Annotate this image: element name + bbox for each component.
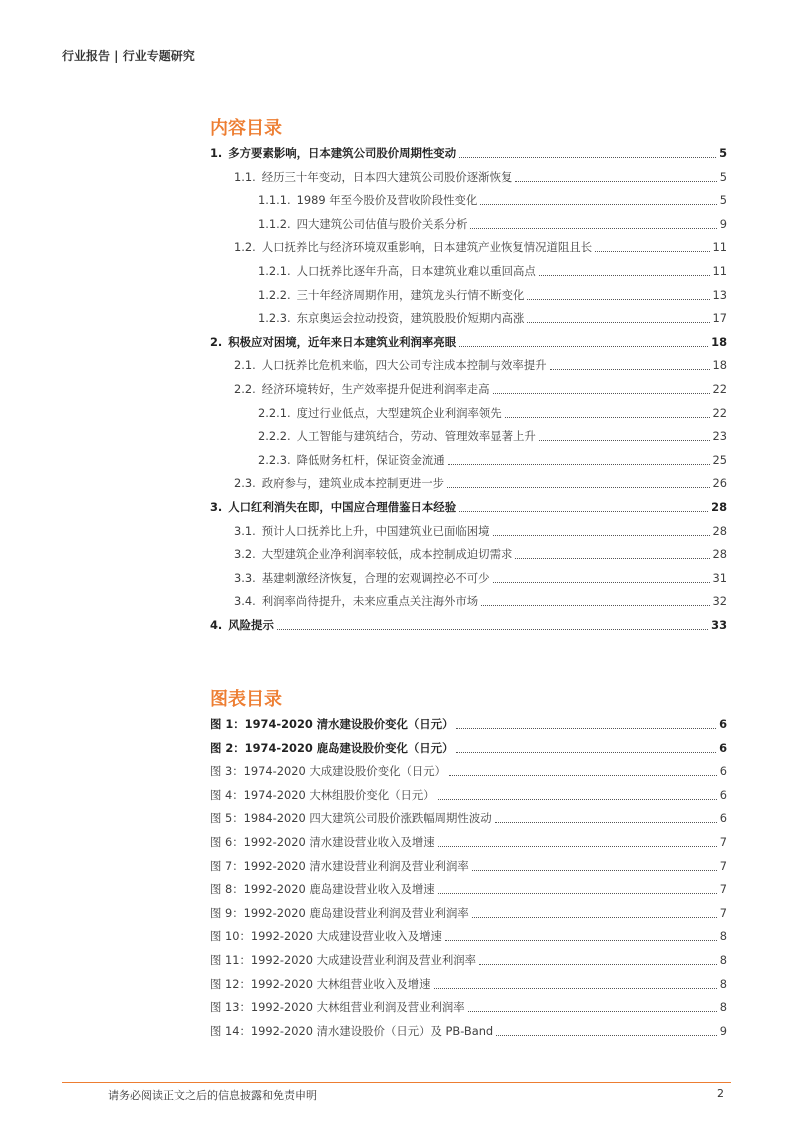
dot-leader — [539, 440, 710, 441]
figure-entry-title: 图 2：1974-2020 鹿岛建设股价变化（日元） — [210, 740, 454, 755]
toc-entry-title: 大型建筑企业净利润率较低，成本控制成迫切需求 — [261, 547, 513, 562]
figure-entry-page: 8 — [719, 976, 727, 991]
figure-entry-page: 8 — [719, 953, 727, 967]
dot-leader — [515, 181, 716, 182]
toc-entry-number: 2.2.2. — [258, 429, 291, 444]
figure-entry-page: 6 — [719, 811, 727, 826]
toc-entry-number: 1.2. — [234, 240, 256, 255]
toc-entry[interactable] — [234, 356, 727, 374]
dot-leader — [456, 728, 716, 729]
footer-divider — [62, 1082, 731, 1083]
figure-entry-title: 图 12：1992-2020 大林组营业收入及增速 — [210, 976, 431, 991]
figure-entry-page: 6 — [719, 717, 727, 731]
toc-entry-number: 2.2.1. — [258, 405, 291, 420]
toc-entry-title: 风险提示 — [228, 618, 274, 632]
figure-entry-title: 图 14：1992-2020 清水建设股价（日元）及 PB-Band — [210, 1023, 494, 1038]
toc-entry-number: 3.3. — [234, 570, 256, 585]
figure-entry-page: 7 — [719, 858, 727, 873]
dot-leader — [595, 251, 709, 252]
toc-entry[interactable] — [234, 380, 727, 398]
toc-entry[interactable] — [258, 451, 727, 469]
toc-entry-page: 22 — [712, 382, 727, 396]
figure-entry[interactable] — [210, 904, 727, 922]
dot-leader — [515, 558, 709, 559]
toc-entry[interactable] — [234, 545, 727, 563]
toc-entry-page: 23 — [712, 429, 727, 444]
toc-entry-number: 1.2.3. — [258, 311, 291, 326]
dot-leader — [495, 822, 717, 823]
figure-entry-page: 6 — [719, 764, 727, 779]
toc-entry-page: 5 — [719, 169, 727, 184]
toc-entry-page: 13 — [712, 287, 727, 302]
dot-leader — [459, 157, 716, 158]
figure-entry[interactable] — [210, 951, 727, 969]
toc-entry[interactable] — [234, 592, 727, 610]
toc-entry-title: 政府参与，建筑业成本控制更进一步 — [261, 476, 445, 491]
toc-entry-title: 1989 年至今股价及营收阶段性变化 — [296, 193, 478, 208]
toc-entry[interactable] — [234, 238, 727, 256]
toc-entry-page: 5 — [719, 193, 727, 208]
dot-leader — [480, 204, 716, 205]
dot-leader — [493, 582, 710, 583]
figure-entry-page: 9 — [719, 1023, 727, 1038]
toc-entry-number: 1.1.2. — [258, 216, 291, 231]
toc-entry-number: 1.2.2. — [258, 287, 291, 302]
toc-entry-number: 2.2. — [234, 382, 256, 396]
figure-entry-title: 图 8：1992-2020 鹿岛建设营业收入及增速 — [210, 882, 435, 897]
toc-entry-title: 多方要素影响，日本建筑公司股价周期性变动 — [228, 146, 457, 160]
toc-entry-number: 3.2. — [234, 547, 256, 562]
figure-entry[interactable] — [210, 762, 727, 780]
dot-leader — [479, 964, 717, 965]
toc-entry[interactable] — [234, 569, 727, 587]
figure-entry[interactable] — [210, 927, 727, 945]
page-number: 2 — [717, 1087, 724, 1100]
toc-entry[interactable] — [258, 215, 727, 233]
figure-entry[interactable] — [210, 833, 727, 851]
figure-entry-title: 图 1：1974-2020 清水建设股价变化（日元） — [210, 717, 454, 731]
toc-entry[interactable] — [210, 144, 727, 162]
figure-entry-page: 6 — [719, 740, 727, 755]
toc-entry-page: 28 — [712, 523, 727, 538]
toc-entry-number: 1.1.1. — [258, 193, 291, 208]
dot-leader — [481, 605, 709, 606]
toc-entry-number: 2.2.3. — [258, 452, 291, 467]
toc-entry-page: 32 — [712, 594, 727, 609]
figure-entry-title: 图 3：1974-2020 大成建设股价变化（日元） — [210, 764, 447, 779]
figure-entry-title: 图 13：1992-2020 大林组营业利润及营业利润率 — [210, 1000, 465, 1015]
toc-entry[interactable] — [258, 191, 727, 209]
dot-leader — [447, 487, 709, 488]
toc-entry-page: 9 — [719, 216, 727, 231]
figure-entry[interactable] — [210, 1022, 727, 1040]
dot-leader — [505, 417, 710, 418]
toc-entry-page: 5 — [719, 146, 727, 160]
figure-entry-page: 6 — [719, 787, 727, 802]
figure-entry-title: 图 11：1992-2020 大成建设营业利润及营业利润率 — [210, 953, 477, 967]
figure-entry[interactable] — [210, 739, 727, 757]
dot-leader — [468, 1011, 717, 1012]
contents-title: 内容目录 — [210, 118, 282, 139]
toc-entry-title: 人口抚养比危机来临，四大公司专注成本控制与效率提升 — [261, 358, 547, 373]
toc-entry[interactable] — [210, 333, 727, 351]
dot-leader — [550, 369, 710, 370]
toc-entry-page: 11 — [712, 240, 727, 255]
figure-entry-title: 图 9：1992-2020 鹿岛建设营业利润及营业利润率 — [210, 905, 469, 920]
figure-entry-title: 图 5：1984-2020 四大建筑公司股价涨跌幅周期性波动 — [210, 811, 492, 826]
dot-leader — [438, 893, 717, 894]
figure-entry[interactable] — [210, 809, 727, 827]
toc-entry-number: 1.1. — [234, 169, 256, 184]
toc-entry-title: 人口红利消失在即，中国应合理借鉴日本经验 — [228, 500, 457, 514]
figure-entry[interactable] — [210, 857, 727, 875]
dot-leader — [459, 511, 708, 512]
toc-entry-title: 利润率尚待提升，未来应重点关注海外市场 — [261, 594, 479, 609]
toc-entry-title: 人工智能与建筑结合，劳动、管理效率显著上升 — [296, 429, 536, 444]
toc-entry-page: 26 — [712, 476, 727, 491]
toc-entry[interactable] — [210, 498, 727, 516]
dot-leader — [470, 228, 716, 229]
dot-leader — [438, 846, 717, 847]
toc-entry-title: 经历三十年变动，日本四大建筑公司股价逐渐恢复 — [261, 169, 513, 184]
toc-entry-title: 三十年经济周期作用，建筑龙头行情不断变化 — [296, 287, 525, 302]
toc-entry-number: 2. — [210, 334, 223, 349]
toc-entry[interactable] — [210, 616, 727, 634]
toc-entry-page: 18 — [712, 358, 727, 373]
dot-leader — [493, 535, 710, 536]
toc-entry-page: 18 — [711, 334, 727, 349]
toc-entry[interactable] — [258, 404, 727, 422]
dot-leader — [438, 799, 717, 800]
dot-leader — [527, 299, 709, 300]
toc-entry-number: 4. — [210, 618, 223, 632]
toc-entry-title: 四大建筑公司估值与股价关系分析 — [296, 216, 468, 231]
figure-entry[interactable] — [210, 786, 727, 804]
figure-entry-page: 7 — [719, 905, 727, 920]
figure-entry-page: 7 — [719, 882, 727, 897]
toc-entry-page: 33 — [711, 618, 727, 632]
toc-entry-page: 28 — [711, 500, 727, 514]
toc-entry-title: 基建刺激经济恢复，合理的宏观调控必不可少 — [261, 570, 490, 585]
toc-entry-number: 1.2.1. — [258, 264, 291, 278]
toc-entry-title: 人口抚养比与经济环境双重影响，日本建筑产业恢复情况道阻且长 — [261, 240, 593, 255]
figure-entry-title: 图 4：1974-2020 大林组股价变化（日元） — [210, 787, 435, 802]
dot-leader — [459, 346, 708, 347]
figure-entry[interactable] — [210, 998, 727, 1016]
figure-entry-title: 图 7：1992-2020 清水建设营业利润及营业利润率 — [210, 858, 469, 873]
toc-entry[interactable] — [258, 262, 727, 280]
toc-entry-title: 预计人口抚养比上升，中国建筑业已面临困境 — [261, 523, 490, 538]
dot-leader — [472, 917, 717, 918]
dot-leader — [493, 393, 710, 394]
dot-leader — [539, 275, 710, 276]
toc-entry-page: 11 — [712, 264, 727, 278]
figure-entry-title: 图 10：1992-2020 大成建设营业收入及增速 — [210, 929, 442, 944]
toc-entry-title: 东京奥运会拉动投资，建筑股股价短期内高涨 — [296, 311, 525, 326]
toc-entry-number: 3. — [210, 500, 223, 514]
dot-leader — [496, 1035, 717, 1036]
toc-entry[interactable] — [234, 474, 727, 492]
dot-leader — [449, 775, 717, 776]
toc-entry-title: 人口抚养比逐年升高，日本建筑业难以重回高点 — [296, 264, 536, 278]
footer-disclaimer: 请务必阅读正文之后的信息披露和免责申明 — [108, 1089, 317, 1102]
toc-entry-title: 度过行业低点，大型建筑企业利润率领先 — [296, 405, 502, 420]
dot-leader — [277, 629, 708, 630]
toc-entry-title: 积极应对困境，近年来日本建筑业利润率亮眼 — [228, 334, 457, 349]
toc-entry-number: 1. — [210, 146, 223, 160]
toc-entry[interactable] — [234, 522, 727, 540]
figure-entry-page: 7 — [719, 835, 727, 849]
dot-leader — [434, 988, 717, 989]
figure-entry[interactable] — [210, 715, 727, 733]
figure-entry-page: 8 — [719, 929, 727, 944]
toc-entry-page: 31 — [712, 570, 727, 585]
figure-entry-page: 8 — [719, 1000, 727, 1015]
toc-entry-title: 降低财务杠杆，保证资金流通 — [296, 452, 445, 467]
toc-entry[interactable] — [258, 309, 727, 327]
report-header: 行业报告 | 行业专题研究 — [62, 49, 195, 63]
toc-entry-number: 3.4. — [234, 594, 256, 609]
toc-entry-number: 2.1. — [234, 358, 256, 373]
toc-entry-number: 3.1. — [234, 523, 256, 538]
toc-entry[interactable] — [258, 286, 727, 304]
toc-entry-title: 经济环境转好，生产效率提升促进利润率走高 — [261, 382, 490, 396]
toc-entry[interactable] — [234, 168, 727, 186]
toc-entry-page: 17 — [712, 311, 727, 326]
dot-leader — [527, 322, 709, 323]
toc-entry-number: 2.3. — [234, 476, 256, 491]
figure-entry[interactable] — [210, 975, 727, 993]
dot-leader — [448, 464, 710, 465]
toc-entry-page: 25 — [712, 452, 727, 467]
dot-leader — [472, 870, 717, 871]
toc-entry-page: 28 — [712, 547, 727, 562]
dot-leader — [445, 940, 717, 941]
dot-leader — [456, 752, 716, 753]
figures-title: 图表目录 — [210, 689, 282, 710]
figure-entry[interactable] — [210, 880, 727, 898]
toc-entry[interactable] — [258, 427, 727, 445]
figure-entry-title: 图 6：1992-2020 清水建设营业收入及增速 — [210, 835, 435, 849]
toc-entry-page: 22 — [712, 405, 727, 420]
